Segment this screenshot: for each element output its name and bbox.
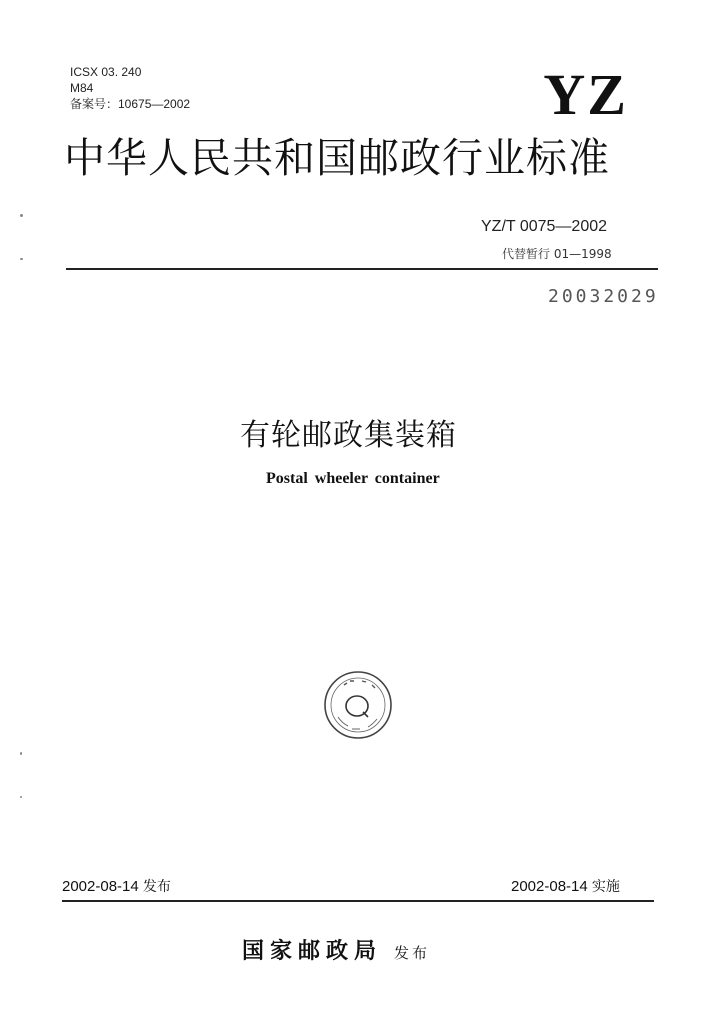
filing-number: 备案号：10675—2002: [70, 97, 191, 111]
document-title-cn: 有轮邮政集装箱: [240, 418, 457, 453]
replaces-note: 代替暂行 01—1998: [502, 247, 612, 261]
scan-speck: [20, 214, 23, 217]
standard-code: YZ/T 0075—2002: [481, 218, 608, 235]
document-title-en: Postal wheeler container: [266, 470, 440, 487]
stamp-number: 20032029: [548, 286, 659, 307]
header-rule: [66, 268, 658, 270]
footer-rule: [62, 900, 654, 902]
scan-speck: [20, 796, 22, 798]
effective-label: 实施: [591, 879, 620, 895]
publisher-line: [242, 934, 430, 965]
archive-seal-icon: [322, 669, 394, 741]
scan-speck: [20, 258, 23, 260]
publisher-action: 发布: [394, 944, 431, 962]
ics-code: ICSX 03. 240: [70, 65, 142, 79]
issue-label: 发布: [142, 879, 171, 895]
scan-speck: [20, 752, 22, 755]
yz-logo: YZ: [543, 62, 628, 127]
effective-date-group: [511, 876, 620, 896]
publisher-name: 国家邮政局: [242, 938, 383, 964]
category-code: M84: [70, 81, 94, 95]
issue-date-group: [62, 876, 171, 896]
issue-date: 2002-08-14: [62, 878, 139, 895]
standard-title: 中华人民共和国邮政行业标准: [64, 134, 610, 182]
effective-date: 2002-08-14: [511, 878, 588, 895]
